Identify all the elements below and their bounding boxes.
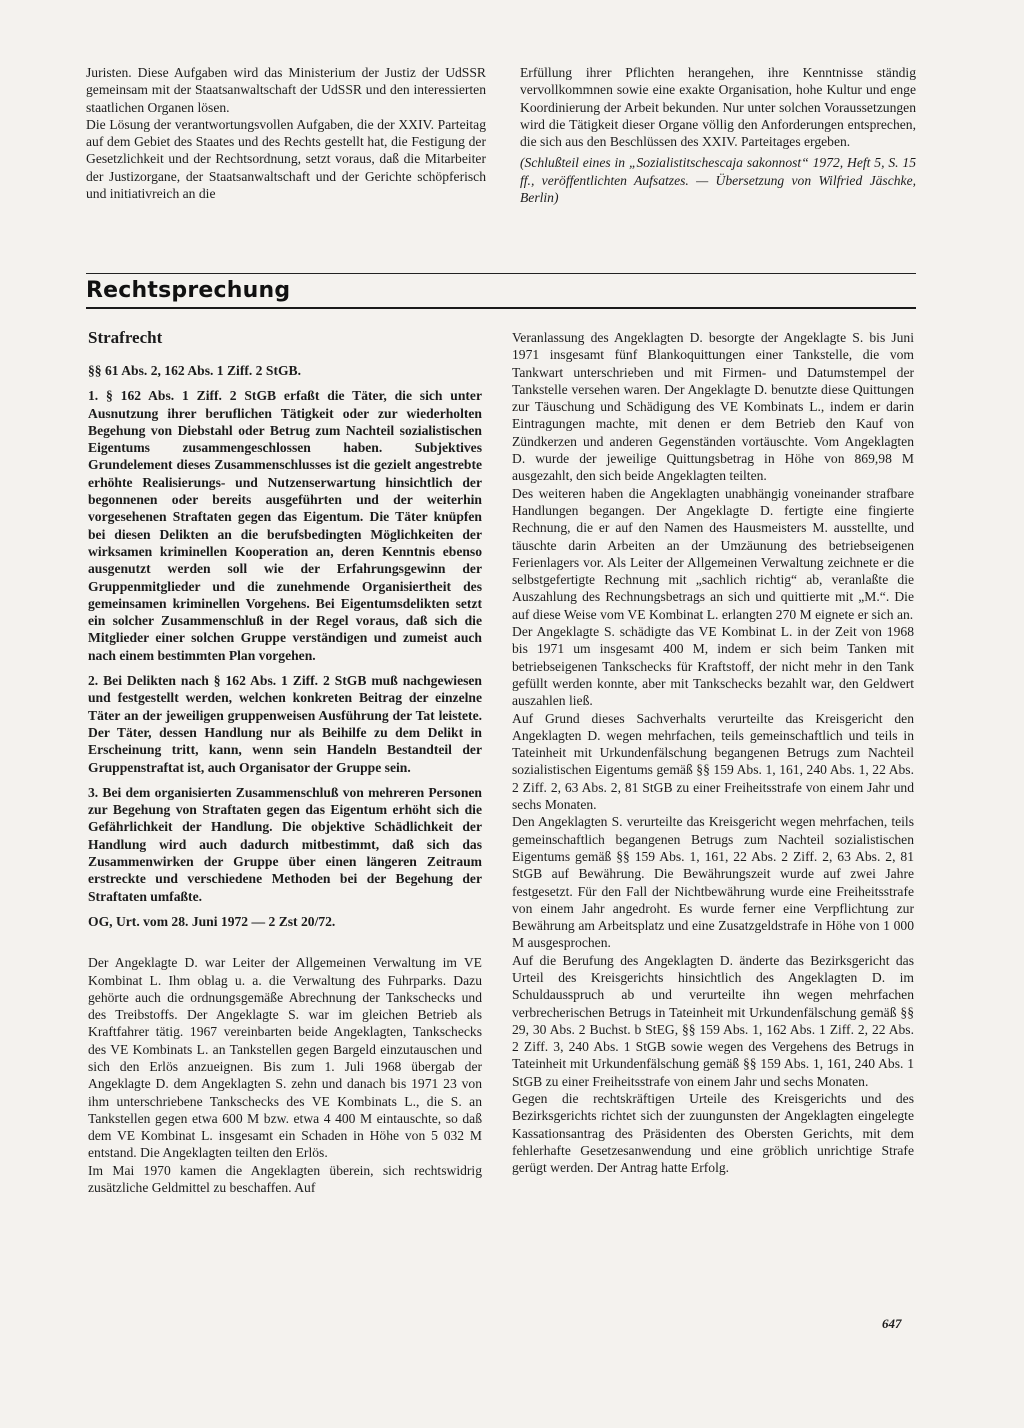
headnote: 3. Bei dem organisierten Zusammenschluß von mehreren Personen zur Begehung von Straftaten gegen das Eigentum erhöht sich die Gefährlichkeit der Handlung. Die objektive Schädlichkeit der Handlung wird auch dadurch mitbestimmt, daß sich das Zusammenwirken der Gruppe über einen längeren Zeitraum erstreckte und verschiedene Methoden bei der Begehung der Straftaten umfaßte. <box>88 784 482 904</box>
source-note: (Schlußteil eines in „Sozialistitschescaja sakonnost“ 1972, Heft 5, S. 15 ff., veröffentlichten Aufsatzes. — Übersetzung von Wilfried Jäschke, Berlin) <box>520 155 916 206</box>
paragraph: Erfüllung ihrer Pflichten herangehen, ihre Kenntnisse ständig vervollkommnen sowie eine exakte Organisation, hohe Kultur und enge Koordinierung der Arbeit bekunden. Nur unter solchen Voraussetzungen wird die Tätigkeit dieser Organe völlig den Anforderungen entsprechen, die sich aus den Beschlüssen des XXIV. Parteitages ergeben. <box>520 65 916 150</box>
paragraph: Die Lösung der verantwortungsvollen Aufgaben, die der XXIV. Parteitag auf dem Gebiet des Staates und des Rechts gestellt hat, die Festigung der Gesetzlichkeit und der Rechtsordnung, setzt voraus, daß die Mitarbeiter der Justizorgane, der Staatsanwaltschaft und der Gerichte schöpferisch und initiativreich an die <box>86 116 486 202</box>
section-heading: Rechtsprechung <box>86 278 291 303</box>
paragraph: Juristen. Diese Aufgaben wird das Ministerium der Justiz der UdSSR gemeinsam mit der Staatsanwaltschaft der UdSSR und den interessierten staatlichen Organen lösen. <box>86 65 486 115</box>
headnote: 1. § 162 Abs. 1 Ziff. 2 StGB erfaßt die Täter, die sich unter Ausnutzung ihrer beruflichen Tätigkeit oder zur wiederholten Begehung von Diebstahl oder Betrug zum Nachteil sozialistischen Eigentums zusammengeschlossen haben. Subjektives Grundelement dieses Zusammenschlusses ist die gezielt angestrebte erhöhte Realisierungs- und Nutzenserwartung hinsichtlich der begonnenen oder bereits ausgeführten und der weiterhin vorgesehenen Straftaten gegen das Eigentum. Die Täter knüpfen bei diesen Delikten an die berufsbedingten Möglichkeiten der wirksamen kriminellen Kooperation an, deren Kenntnis ebenso ausgenutzt werden soll wie der Erfahrungsgewinn der Gruppenmitglieder und die zunehmende Organisiertheit des gemeinsamen kriminellen Vorgehens. Bei Eigentumsdelikten setzt ein solcher Zusammenschluß in der Regel voraus, daß sich die Mitglieder einer solchen Gruppe verständigen und zumeist auch nach einem bestimmten Plan vorgehen. <box>88 388 482 663</box>
paragraph: Auf Grund dieses Sachverhalts verurteilte das Kreisgericht den Angeklagten D. wegen mehrfachen, teils gemeinschaftlich und teils in Tateinheit mit Urkundenfälschung begangenen Betrugs zum Nachteil sozialistischen Eigentums gemäß §§ 159 Abs. 1, 161, 240 Abs. 1, 22 Abs. 2 Ziff. 2, 63 Abs. 2, 81 StGB zu einer Freiheitsstrafe von einem Jahr und sechs Monaten. <box>512 710 914 813</box>
top-left-column <box>86 64 486 202</box>
paragraph: Im Mai 1970 kamen die Angeklagten überein, sich rechtswidrig zusätzliche Geldmittel zu beschaffen. Auf <box>88 1162 482 1196</box>
sub-heading: Strafrecht <box>88 328 163 347</box>
right-column <box>512 329 914 1177</box>
citation: §§ 61 Abs. 2, 162 Abs. 1 Ziff. 2 StGB. <box>88 363 302 378</box>
top-right-column <box>520 64 916 206</box>
page-number: 647 <box>882 1316 902 1331</box>
paragraph: Gegen die rechtskräftigen Urteile des Kreisgerichts und des Bezirksgerichts richtet sich der zuungunsten der Angeklagten eingelegte Kassationsantrag des Präsidenten des Obersten Gerichts, mit dem fehlerhafte Gesetzesanwendung und eine gröblich unrichtige Strafe gerügt werden. Der Antrag hatte Erfolg. <box>512 1091 914 1176</box>
section-rule-bottom <box>86 307 916 309</box>
section-rule-top <box>86 273 916 274</box>
paragraph: Des weiteren haben die Angeklagten unabhängig voneinander strafbare Handlungen begangen. Der Angeklagte D. fertigte eine fingierte Rechnung, die er auf den Namen des Hausmeisters M. ausstellte, und täuschte darin Arbeiten an der Umzäunung des betriebseigenen Ferienlagers vor. Als Leiter der Allgemeinen Verwaltung zeichnete er die selbstgefertigte Rechnung mit „sachlich richtig“ ab, veranlaßte die Auszahlung des Rechnungsbetrags an sich und quittierte mit „M.“. Die auf diese Weise vom VE Kombinat L. erlangten 270 M eignete er sich an. <box>512 485 914 622</box>
headnote: 2. Bei Delikten nach § 162 Abs. 1 Ziff. 2 StGB muß nachgewiesen und festgestellt werden, welchen konkreten Beitrag der einzelne Täter an der jeweiligen gruppenweisen Ausführung der Tat leistete. Der Täter, dessen Handlung nur als Beihilfe zu dem Delikt in Erscheinung tritt, kann, wenn sein Handeln Bestandteil der Gruppenstraftat ist, auch Organisator der Gruppe sein. <box>88 673 482 775</box>
decision-reference: OG, Urt. vom 28. Juni 1972 — 2 Zst 20/72. <box>88 913 336 929</box>
paragraph: Den Angeklagten S. verurteilte das Kreisgericht wegen mehrfachen, teils gemeinschaftlich begangenen Betrugs zum Nachteil sozialistischen Eigentums gemäß §§ 159 Abs. 1, 161, 22 Abs. 2 Ziff. 2, 63 Abs. 2, 81 StGB auf Bewährung. Die Bewährungszeit wurde auf zwei Jahre festgesetzt. Für den Fall der Nichtbewährung wurde eine Freiheitsstrafe von einem Jahr angedroht. Es wurde ferner eine Verpflichtung zur Bewährung am Arbeitsplatz und eine Zusatzgeldstrafe in Höhe von 1 000 M ausgesprochen. <box>512 814 914 951</box>
paragraph: Auf die Berufung des Angeklagten D. änderte das Bezirksgericht das Urteil des Kreisgerichts hinsichtlich des Angeklagten D. im Schuldausspruch ab und verurteilte ihn wegen mehrfachen verbrecherischen Betrugs in Tateinheit mit Urkundenfälschung gemäß §§ 29, 30 Abs. 2 Buchst. b StEG, §§ 159 Abs. 1, 162 Abs. 1 Ziff. 2, 22 Abs. 2 Ziff. 3, 240 Abs. 1 StGB sowie wegen des Vergehens des Betrugs in Tateinheit mit Urkundenfälschung gemäß §§ 159 Abs. 1, 161, 240 Abs. 1 StGB zu einer Freiheitsstrafe von einem Jahr und sechs Monaten. <box>512 952 914 1089</box>
paragraph: Veranlassung des Angeklagten D. besorgte der Angeklagte S. bis Juni 1971 insgesamt fünf Blankoquittungen einer Tankstelle, die vom Tankwart unterschrieben und mit Firmen- und Datumstempel der Tankstelle versehen waren. Der Angeklagte D. benutzte diese Quittungen zur Täuschung und Schädigung des VE Kombinats L., indem er darin Eintragungen machte, mit denen er dem Betrieb den Kauf von Zündkerzen und anderen Gegenständen vortäuschte. Vom Angeklagten D. wurde der jeweilige Quittungsbetrag in Höhe von 869,98 M ausgezahlt, den sich beide Angeklagten teilten. <box>512 330 914 484</box>
paragraph: Der Angeklagte S. schädigte das VE Kombinat L. in der Zeit von 1968 bis 1971 um insgesamt 400 M, indem er sich beim Tanken mit betriebseigenen Tankschecks für Kraftstoff, der nicht mehr in den Tank gefüllt werden konnte, aber mit Tankschecks bezahlt war, den Geldwert auszahlen ließ. <box>512 624 914 709</box>
left-column <box>88 362 482 1196</box>
paragraph: Der Angeklagte D. war Leiter der Allgemeinen Verwaltung im VE Kombinat L. Ihm oblag u. a. die Verwaltung des Fuhrparks. Dazu gehörte auch die ordnungsgemäße Abrechnung der Tankschecks und des Treibstoffs. Der Angeklagte S. war im gleichen Betrieb als Kraftfahrer tätig. 1967 vereinbarten beide Angeklagten, Tankschecks des VE Kombinats L. an Tankstellen gegen Bargeld einzutauschen und sich den Erlös anzueignen. Bis zum 1. Juli 1968 übergab der Angeklagte D. dem Angeklagten S. zehn und danach bis 1971 23 von ihm unterschriebene Tankschecks des VE Kombinats L., die S. an Tankstellen gegen etwa 600 M bzw. etwa 4 400 M eintauschte, so daß dem VE Kombinat L. insgesamt ein Schaden in Höhe von 5 032 M entstand. Die Angeklagten teilten den Erlös. <box>88 955 482 1161</box>
